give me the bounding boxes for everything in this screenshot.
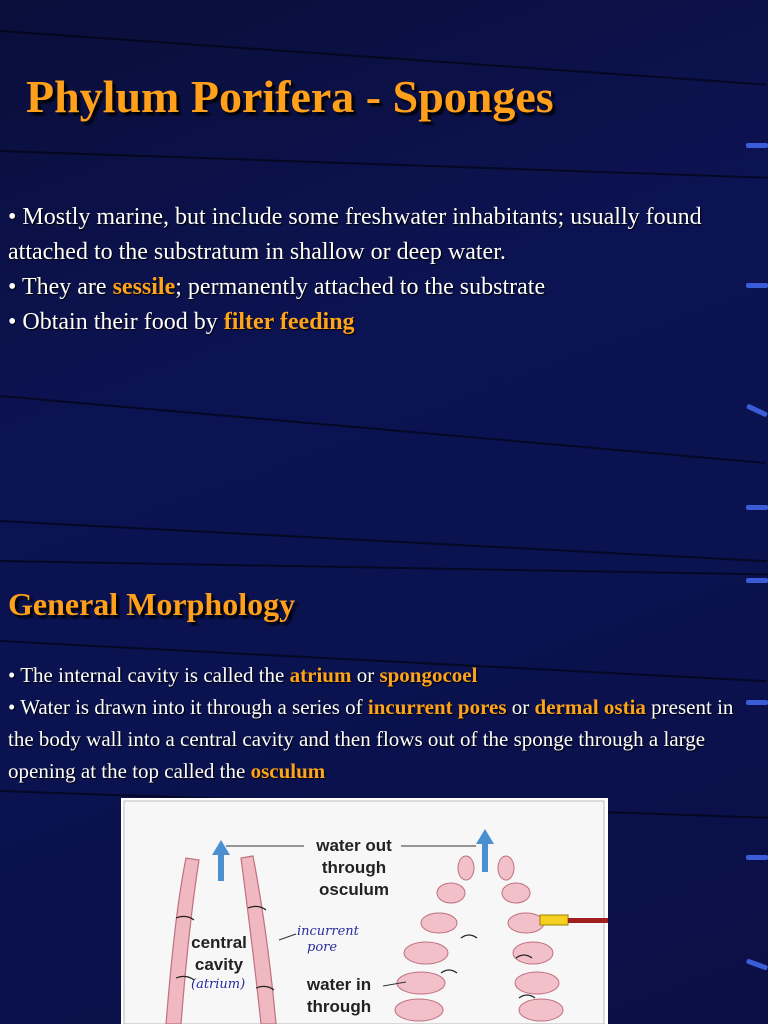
bullet-water-flow bbox=[8, 691, 753, 787]
morphology-bullets bbox=[8, 659, 753, 787]
intro-bullets bbox=[8, 200, 748, 340]
bullet-text: present in the body wall into a central cavity and then flows out of the sponge through a large opening at the top called the bbox=[8, 695, 734, 783]
bullet-text: • Obtain their food by bbox=[8, 309, 224, 335]
label-through-2: through bbox=[306, 997, 372, 1016]
bullet-habitat: • Mostly marine, but include some freshwater inhabitants; usually found attached to the substratum in shallow or deep water. bbox=[8, 204, 702, 265]
bullet-atrium bbox=[8, 659, 753, 691]
decor-tick bbox=[746, 283, 768, 288]
term-incurrent-pores: incurrent pores bbox=[367, 695, 507, 719]
label-incurrent-note: incurrent bbox=[297, 924, 359, 939]
term-sessile: sessile bbox=[112, 274, 176, 300]
bullet-text: or bbox=[506, 695, 535, 719]
sponge-diagram bbox=[121, 798, 608, 1024]
label-through-1: through bbox=[321, 858, 387, 877]
bullet-text: • Water is drawn into it through a series of bbox=[8, 695, 368, 719]
decor-tick bbox=[746, 143, 768, 148]
bg-streak bbox=[0, 560, 768, 575]
term-dermal-ostia: dermal ostia bbox=[534, 695, 646, 719]
term-atrium: atrium bbox=[289, 663, 352, 687]
decor-tick bbox=[746, 578, 768, 583]
bullet-feeding bbox=[8, 305, 748, 340]
decor-tick bbox=[746, 958, 768, 970]
bullet-text: or bbox=[351, 663, 380, 687]
label-osculum: osculum bbox=[319, 880, 389, 899]
bg-streak bbox=[0, 150, 768, 179]
label-central: central bbox=[191, 933, 247, 952]
label-water-in: water in bbox=[306, 975, 372, 994]
decor-tick bbox=[746, 505, 768, 510]
term-spongocoel: spongocoel bbox=[379, 663, 478, 687]
term-filter-feeding: filter feeding bbox=[223, 309, 355, 335]
label-cavity: cavity bbox=[194, 955, 244, 974]
decor-tick bbox=[746, 855, 768, 860]
bg-streak bbox=[0, 520, 767, 562]
label-atrium-note: (atrium) bbox=[191, 977, 246, 992]
bg-streak bbox=[0, 395, 765, 464]
term-osculum: osculum bbox=[250, 759, 326, 783]
label-pore-note: pore bbox=[307, 940, 338, 955]
bullet-text: • The internal cavity is called the bbox=[8, 663, 290, 687]
decor-tick bbox=[746, 404, 768, 418]
bullet-text: • They are bbox=[8, 274, 113, 300]
slide-title: Phylum Porifera - Sponges bbox=[26, 71, 554, 122]
label-water-out: water out bbox=[316, 836, 392, 855]
section-heading: General Morphology bbox=[8, 586, 296, 622]
bullet-sessile bbox=[8, 270, 748, 305]
bullet-text: ; permanently attached to the substrate bbox=[175, 274, 546, 300]
